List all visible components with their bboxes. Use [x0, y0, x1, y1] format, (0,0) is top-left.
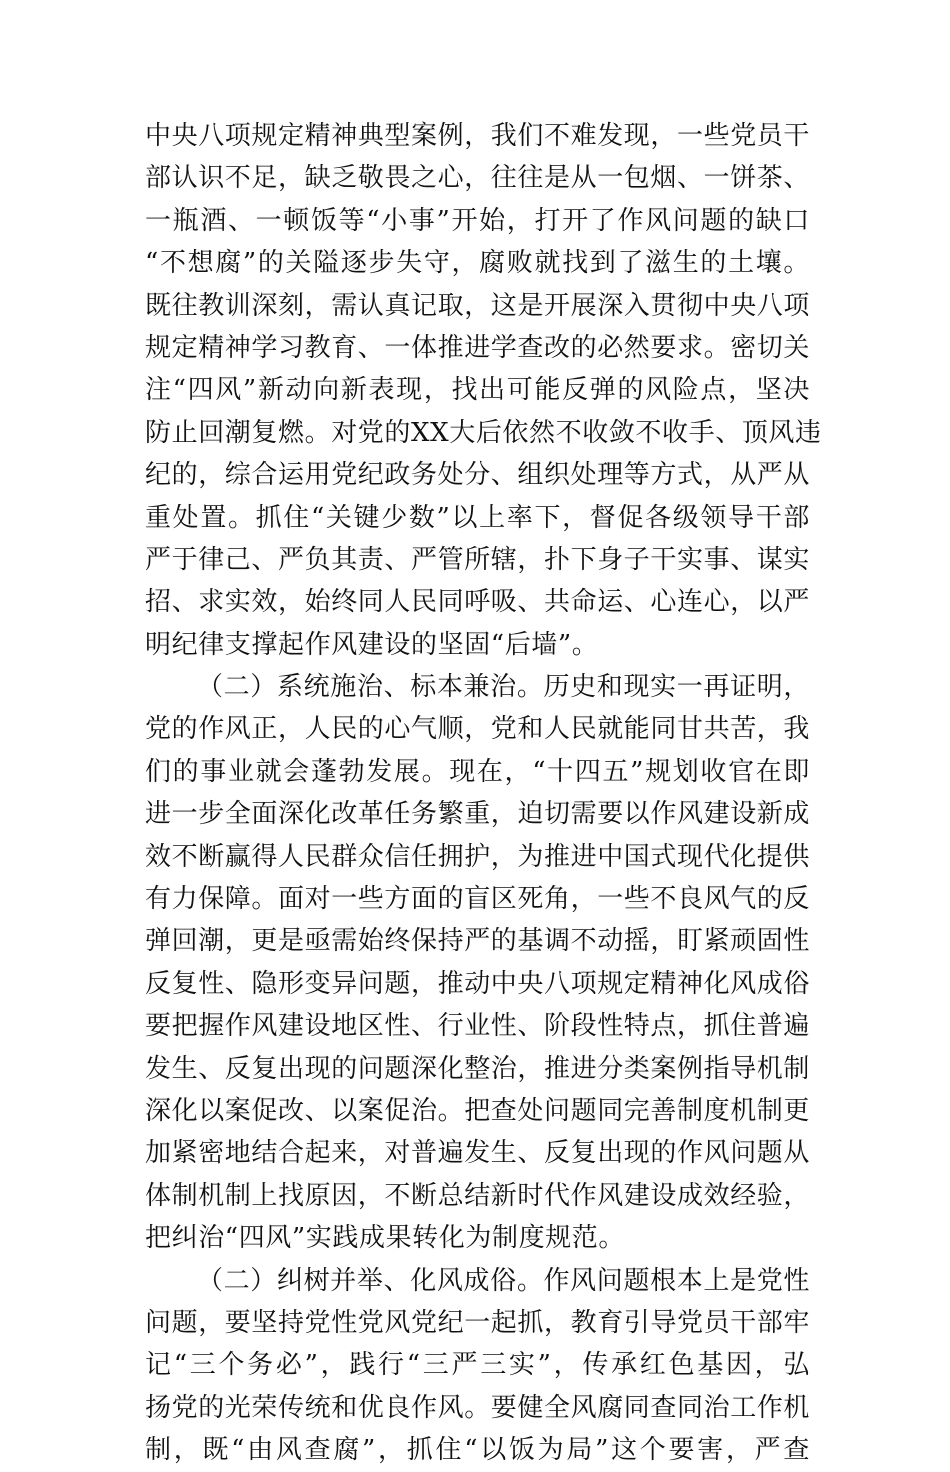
paragraph-first-line [145, 1260, 810, 1302]
paragraph-line: 们的事业就会蓬勃发展。现在，“十四五”规划收官在即 [145, 756, 810, 787]
paragraph-text: 作风问题根本上是党性 [543, 1265, 810, 1296]
paragraph-line: 注“四风”新动向新表现，找出可能反弹的风险点，坚决 [145, 375, 810, 406]
paragraph-line: 部认识不足，缺乏敬畏之心，往往是从一包烟、一饼茶、 [145, 163, 811, 194]
paragraph-line: 规定精神学习教育、一体推进学查改的必然要求。密切关 [145, 332, 811, 363]
paragraph-line: 加紧密地结合起来，对普遍发生、反复出现的作风问题从 [145, 1138, 811, 1169]
paragraph-line: 中央八项规定精神典型案例，我们不难发现，一些党员干 [145, 121, 811, 151]
paragraph-line: 明纪律支撑起作风建设的坚固“后墙”。 [145, 629, 599, 660]
paragraph-line: 严于律己、严负其责、严管所辖，扑下身子干实事、谋实 [145, 544, 811, 575]
paragraph-line: 纪的，综合运用党纪政务处分、组织处理等方式，从严从 [145, 460, 811, 491]
paragraph-line: 防止回潮复燃。对党的XX大后依然不收敛不收手、顶风违 [145, 417, 822, 448]
paragraph-line: 进一步全面深化改革任务繁重，迫切需要以作风建设新成 [145, 799, 811, 830]
paragraph-line: 有力保障。面对一些方面的盲区死角，一些不良风气的反 [145, 884, 811, 915]
paragraph-line: 弹回潮，更是亟需始终保持严的基调不动摇，盯紧顽固性 [145, 926, 811, 957]
paragraph-text: 历史和现实一再证明， [543, 672, 810, 703]
paragraph-line: 发生、反复出现的问题深化整治，推进分类案例指导机制 [145, 1053, 811, 1084]
paragraph-line: 既往教训深刻，需认真记取，这是开展深入贯彻中央八项 [145, 290, 811, 321]
paragraph-line: 深化以案促改、以案促治。把查处问题同完善制度机制更 [145, 1095, 811, 1126]
paragraph-line: 反复性、隐形变异问题，推动中央八项规定精神化风成俗 [145, 968, 811, 999]
paragraph-line: 体制机制上找原因，不断总结新时代作风建设成效经验， [145, 1180, 811, 1211]
paragraph-2 [145, 666, 810, 1259]
section-heading: （二）系统施治、标本兼治。 [197, 672, 544, 703]
paragraph-1 [145, 115, 822, 666]
paragraph-line: “不想腐”的关隘逐步失守，腐败就找到了滋生的土壤。 [145, 248, 810, 279]
paragraph-line: 党的作风正，人民的心气顺，党和人民就能同甘共苦，我 [145, 714, 811, 745]
paragraph-line: 记“三个务必”，践行“三严三实”，传承红色基因，弘 [145, 1350, 810, 1381]
paragraph-line: 制，既“由风查腐”，抓住“以饭为局”这个要害，严查 [145, 1435, 810, 1466]
paragraph-line: 问题，要坚持党性党风党纪一起抓，教育引导党员干部牢 [145, 1307, 811, 1338]
paragraph-line: 一瓶酒、一顿饭等“小事”开始，打开了作风问题的缺口 [145, 205, 810, 236]
document-body [145, 115, 822, 1472]
paragraph-line: 效不断赢得人民群众信任拥护，为推进中国式现代化提供 [145, 841, 811, 872]
paragraph-3 [145, 1260, 810, 1472]
paragraph-line: 重处置。抓住“关键少数”以上率下，督促各级领导干部 [145, 502, 810, 533]
paragraph-line: 把纠治“四风”实践成果转化为制度规范。 [145, 1223, 625, 1254]
paragraph-line: 招、求实效，始终同人民同呼吸、共命运、心连心，以严 [145, 587, 811, 618]
paragraph-line: 扬党的光荣传统和优良作风。要健全风腐同查同治工作机 [145, 1392, 811, 1423]
section-heading: （二）纠树并举、化风成俗。 [197, 1265, 544, 1296]
paragraph-line: 要把握作风建设地区性、行业性、阶段性特点，抓住普遍 [145, 1011, 811, 1042]
paragraph-first-line [145, 666, 810, 708]
